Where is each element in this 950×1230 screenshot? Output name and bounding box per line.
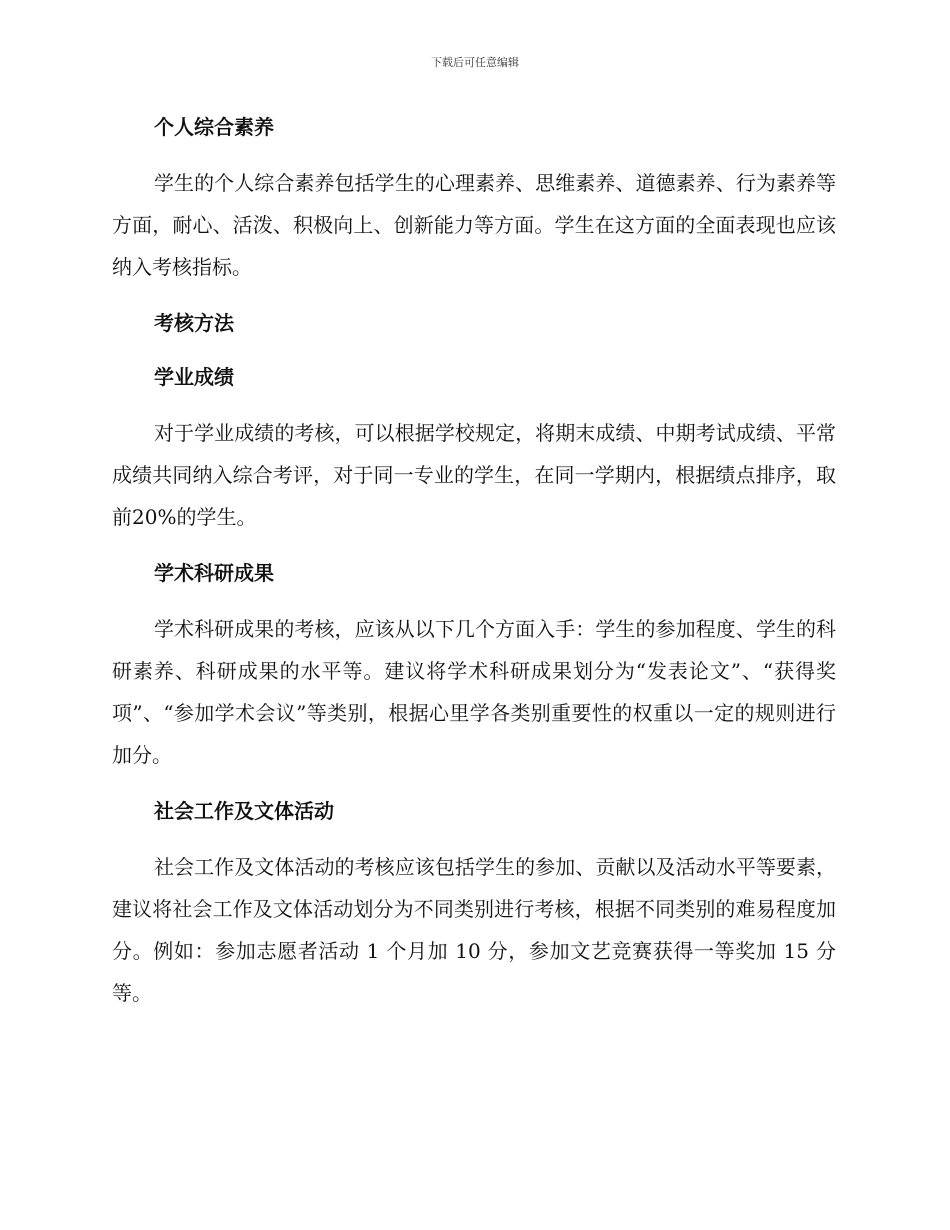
section-heading-personal-quality: 个人综合素养 bbox=[154, 115, 274, 139]
section-paragraph-research-results: 学术科研成果的考核，应该从以下几个方面入手：学生的参加程度、学生的科研素养、科研成果的水平等。建议将学术科研成果划分为“发表论文”、“获得奖项”、“参加学术会议”等类别，根据心里学各类别重要性的权重以一定的规则进行加分。 bbox=[112, 617, 836, 767]
spacer bbox=[112, 538, 836, 554]
spacer bbox=[112, 592, 836, 608]
spacer bbox=[112, 146, 836, 162]
spacer bbox=[112, 830, 836, 846]
section-paragraph-social-activities: 社会工作及文体活动的考核应该包括学生的参加、贡献以及活动水平等要素，建议将社会工作及文体活动划分为不同类别进行考核，根据不同类别的难易程度加分。例如：参加志愿者活动 1 个月加 10 分，参加文艺竞赛获得一等奖加 15 分等。 bbox=[112, 855, 836, 1005]
spacer bbox=[112, 342, 836, 358]
section-paragraph-academic-grades: 对于学业成绩的考核，可以根据学校规定，将期末成绩、中期考试成绩、平常成绩共同纳入综合考评，对于同一专业的学生，在同一学期内，根据绩点排序，取前20%的学生。 bbox=[112, 421, 836, 529]
section-heading-social-activities: 社会工作及文体活动 bbox=[154, 799, 334, 823]
header-note: 下载后可任意编辑 bbox=[431, 56, 519, 69]
spacer bbox=[112, 396, 836, 412]
section-paragraph-personal-quality: 学生的个人综合素养包括学生的心理素养、思维素养、道德素养、行为素养等方面，耐心、活泼、积极向上、创新能力等方面。学生在这方面的全面表现也应该纳入考核指标。 bbox=[112, 171, 836, 279]
section-heading-academic-grades: 学业成绩 bbox=[154, 365, 234, 389]
spacer bbox=[112, 288, 836, 304]
spacer bbox=[112, 776, 836, 792]
section-heading-research-results: 学术科研成果 bbox=[154, 561, 274, 585]
section-heading-assessment-method: 考核方法 bbox=[154, 311, 234, 335]
document-body bbox=[112, 108, 836, 1014]
